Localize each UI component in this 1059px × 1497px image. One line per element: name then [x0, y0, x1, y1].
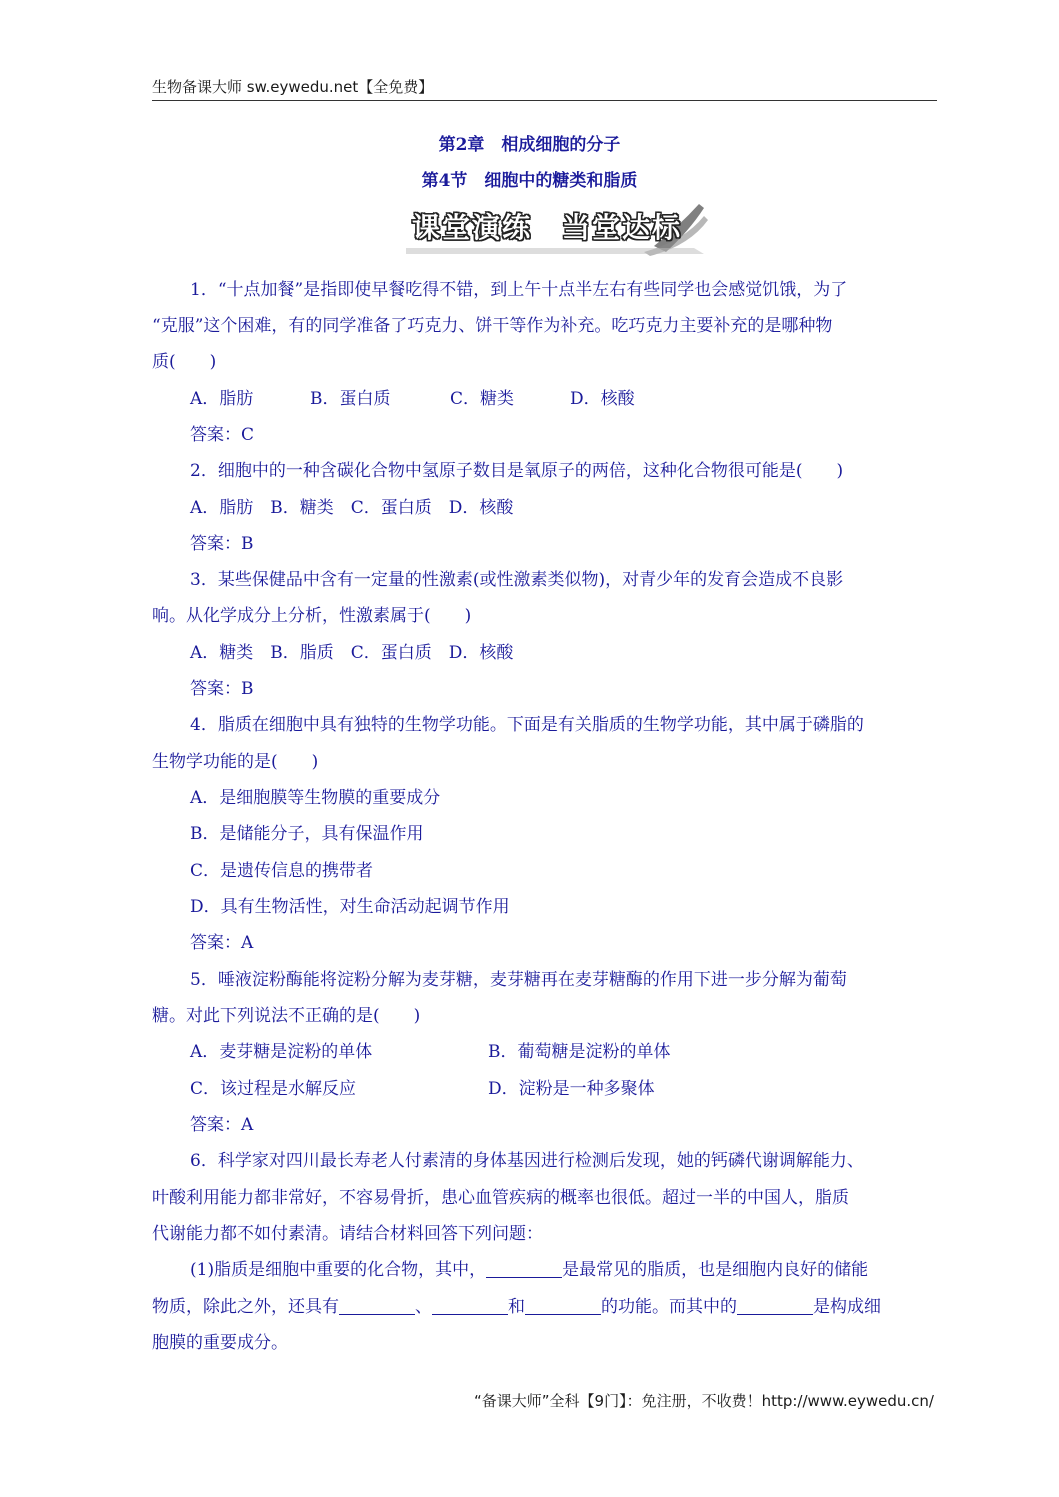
q4-option-b: B．是储能分子，具有保温作用	[190, 824, 424, 844]
banner-text: 课堂演练 当堂达标	[412, 211, 683, 244]
q1-option-c: C．糖类	[450, 389, 515, 409]
q5-line2: 糖。对此下列说法不正确的是( )	[152, 1006, 421, 1026]
q2-answer: 答案：B	[190, 534, 254, 554]
chapter-title: 第2章 相成细胞的分子	[438, 135, 621, 155]
answer-blank-2[interactable]	[339, 1297, 415, 1315]
q4-answer: 答案：A	[190, 933, 254, 953]
q1-line2: “克服”这个困难，有的同学准备了巧克力、饼干等作为补充。吃巧克力主要补充的是哪种物	[152, 316, 833, 336]
q1-option-b: B．蛋白质	[310, 389, 391, 409]
q6-sub1-line3: 胞膜的重要成分。	[152, 1333, 288, 1353]
q4-line1: 4．脂质在细胞中具有独特的生物学功能。下面是有关脂质的生物学功能，其中属于磷脂的	[190, 715, 864, 735]
answer-blank-3[interactable]	[432, 1297, 508, 1315]
q5-answer: 答案：A	[190, 1115, 254, 1135]
q3-line2: 响。从化学成分上分析，性激素属于( )	[152, 606, 472, 626]
q6-line2: 叶酸利用能力都非常好，不容易骨折，患心血管疾病的概率也很低。超过一半的中国人，脂质	[152, 1188, 849, 1208]
section-banner	[404, 196, 714, 258]
q6-sub1-line2	[152, 1292, 881, 1317]
section-title: 第4节 细胞中的糖类和脂质	[421, 171, 638, 191]
q6-sub1-text-e: 和	[508, 1297, 525, 1317]
answer-blank-5[interactable]	[737, 1297, 813, 1315]
page-footer: “备课大师”全科【9门】：免注册，不收费！http://www.eywedu.cn/	[474, 1392, 934, 1410]
q1-line3: 质( )	[152, 352, 217, 372]
q2-line1: 2．细胞中的一种含碳化合物中氢原子数目是氧原子的两倍，这种化合物很可能是( )	[190, 461, 844, 481]
q6-sub1-text-g: 是构成细	[813, 1297, 881, 1317]
q3-options: A．糖类 B．脂质 C．蛋白质 D．核酸	[190, 643, 514, 663]
q3-answer: 答案：B	[190, 679, 254, 699]
q1-option-a: A．脂肪	[190, 389, 254, 409]
q5-option-b: B．葡萄糖是淀粉的单体	[488, 1042, 671, 1062]
q5-option-c: C．该过程是水解反应	[190, 1079, 357, 1099]
page-header: 生物备课大师 sw.eywedu.net【全免费】	[152, 76, 937, 101]
q5-option-d: D．淀粉是一种多聚体	[488, 1079, 655, 1099]
q2-options: A．脂肪 B．糖类 C．蛋白质 D．核酸	[190, 498, 514, 518]
q5-line1: 5．唾液淀粉酶能将淀粉分解为麦芽糖，麦芽糖再在麦芽糖酶的作用下进一步分解为葡萄	[190, 970, 847, 990]
q6-sub1-text-c: 物质，除此之外，还具有	[152, 1297, 339, 1317]
q6-line3: 代谢能力都不如付素清。请结合材料回答下列问题：	[152, 1224, 543, 1244]
q1-answer: 答案：C	[190, 425, 255, 445]
q6-sub1-text-a: (1)脂质是细胞中重要的化合物，其中，	[190, 1260, 487, 1280]
q3-line1: 3．某些保健品中含有一定量的性激素(或性激素类似物)，对青少年的发育会造成不良影	[190, 570, 844, 590]
answer-blank-4[interactable]	[525, 1297, 601, 1315]
q4-option-d: D．具有生物活性，对生命活动起调节作用	[190, 897, 510, 917]
q4-line2: 生物学功能的是( )	[152, 752, 319, 772]
q4-option-c: C．是遗传信息的携带者	[190, 861, 374, 881]
q6-sub1-line1	[190, 1255, 868, 1280]
q1-line1: 1．“十点加餐”是指即使早餐吃得不错，到上午十点半左右有些同学也会感觉饥饿，为了	[190, 280, 848, 300]
q6-sub1-text-b: 是最常见的脂质，也是细胞内良好的储能	[562, 1260, 869, 1280]
q4-option-a: A．是细胞膜等生物膜的重要成分	[190, 788, 441, 808]
answer-blank-1[interactable]	[486, 1260, 562, 1278]
q6-sub1-text-f: 的功能。而其中的	[601, 1297, 737, 1317]
q6-sub1-text-d: 、	[415, 1297, 432, 1317]
q6-line1: 6．科学家对四川最长寿老人付素清的身体基因进行检测后发现，她的钙磷代谢调解能力、	[190, 1151, 864, 1171]
q1-option-d: D．核酸	[570, 389, 635, 409]
q5-option-a: A．麦芽糖是淀粉的单体	[190, 1042, 373, 1062]
